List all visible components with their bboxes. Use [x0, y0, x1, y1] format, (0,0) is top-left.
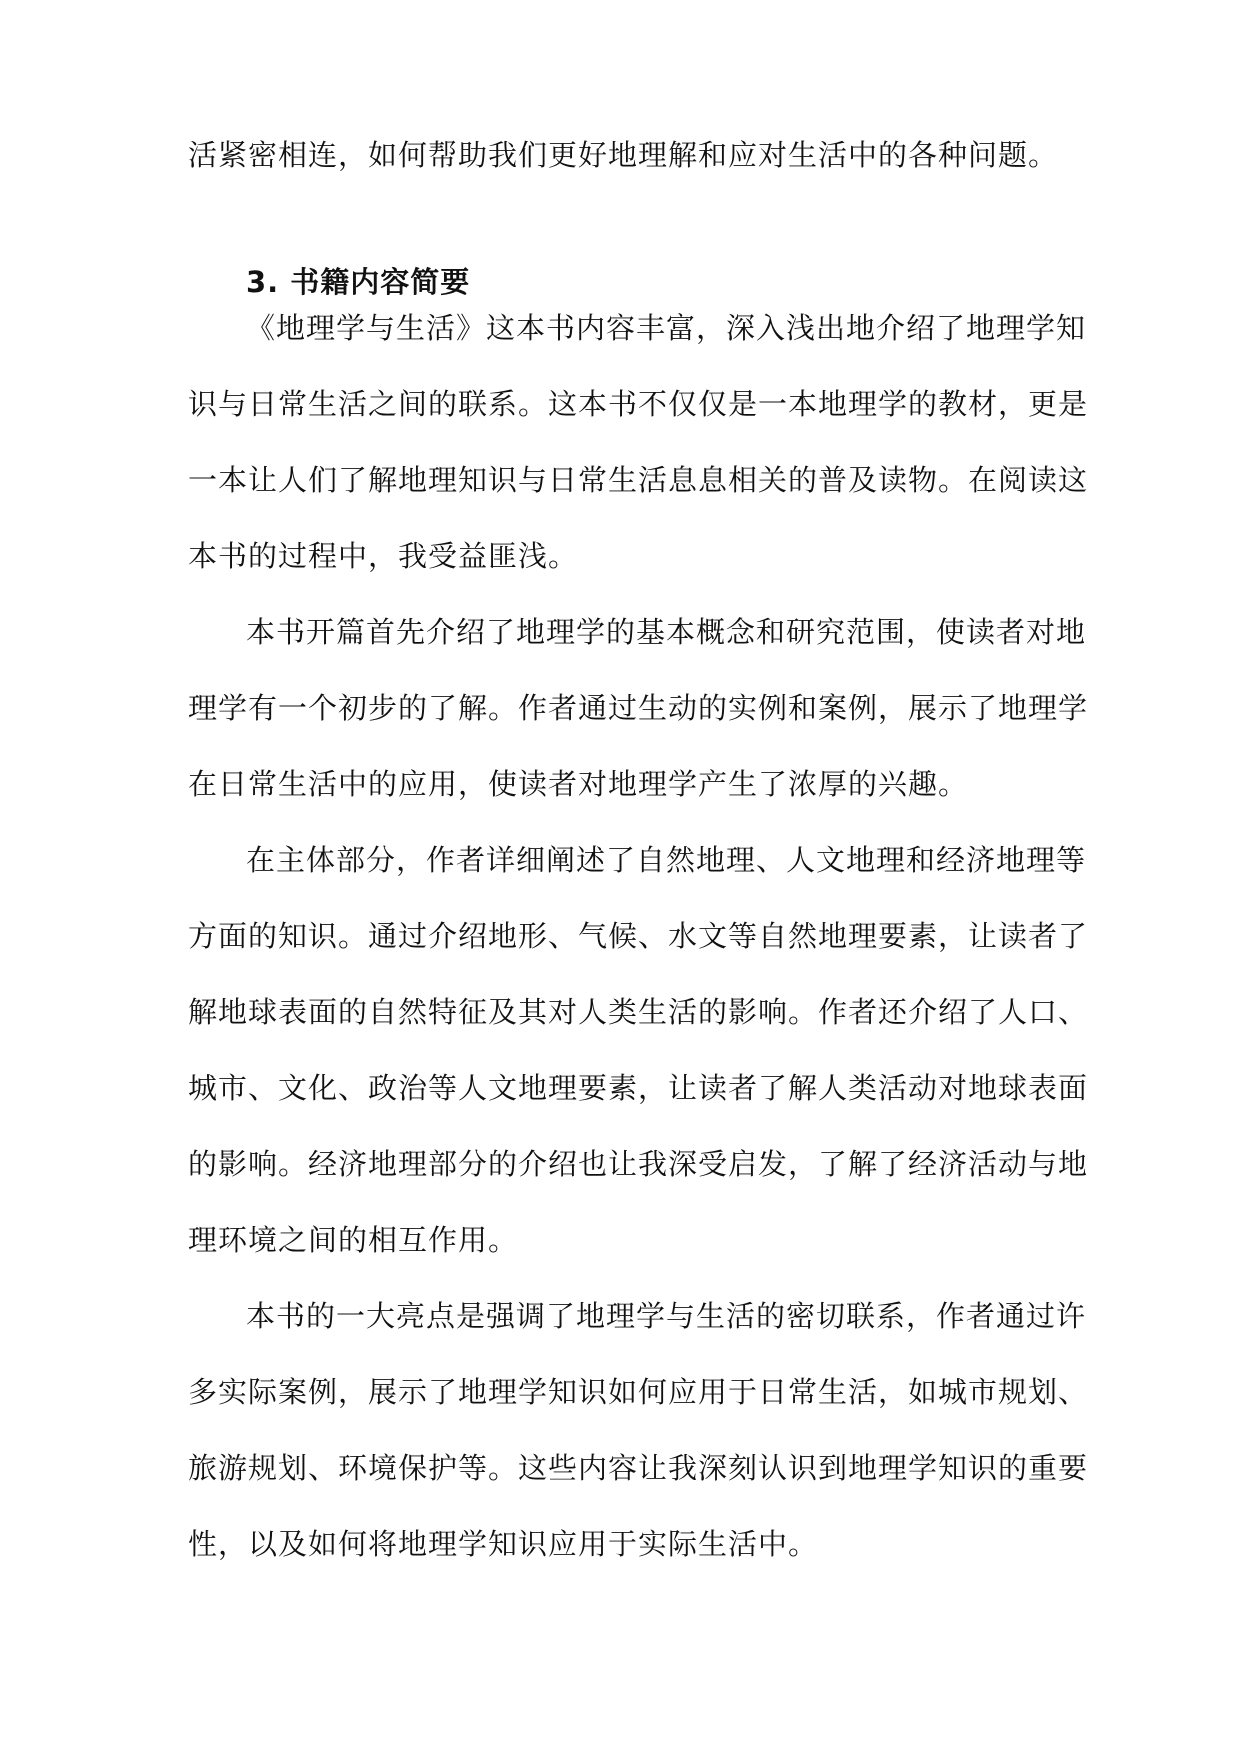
paragraph-line: 理学有一个初步的了解。作者通过生动的实例和案例，展示了地理学 — [188, 691, 1089, 725]
paragraph-line: 《地理学与生活》这本书内容丰富，深入浅出地介绍了地理学知 — [246, 311, 1087, 345]
paragraph-line: 的影响。经济地理部分的介绍也让我深受启发，了解了经济活动与地 — [188, 1147, 1089, 1181]
paragraph-line: 城市、文化、政治等人文地理要素，让读者了解人类活动对地球表面 — [188, 1071, 1089, 1105]
paragraph-line: 多实际案例，展示了地理学知识如何应用于日常生活，如城市规划、 — [188, 1375, 1089, 1409]
section-heading: 3. 书籍内容简要 — [246, 265, 471, 299]
paragraph-main-body — [188, 822, 1089, 1278]
paragraph-opening — [188, 594, 1089, 822]
paragraph-line: 识与日常生活之间的联系。这本书不仅仅是一本地理学的教材，更是 — [188, 387, 1089, 421]
paragraph-line: 本书的过程中，我受益匪浅。 — [188, 539, 579, 573]
paragraph-line: 解地球表面的自然特征及其对人类生活的影响。作者还介绍了人口、 — [188, 995, 1089, 1029]
continuation-paragraph — [188, 117, 1058, 193]
paragraph-line: 理环境之间的相互作用。 — [188, 1223, 519, 1257]
paragraph-line: 本书的一大亮点是强调了地理学与生活的密切联系，作者通过许 — [246, 1299, 1087, 1333]
paragraph-line: 活紧密相连，如何帮助我们更好地理解和应对生活中的各种问题。 — [188, 138, 1059, 172]
paragraph-highlight — [188, 1278, 1089, 1582]
paragraph-line: 一本让人们了解地理知识与日常生活息息相关的普及读物。在阅读这 — [188, 463, 1089, 497]
paragraph-line: 在日常生活中的应用，使读者对地理学产生了浓厚的兴趣。 — [188, 767, 969, 801]
paragraph-line: 方面的知识。通过介绍地形、气候、水文等自然地理要素，让读者了 — [188, 919, 1089, 953]
paragraph-intro — [188, 290, 1089, 594]
paragraph-line: 本书开篇首先介绍了地理学的基本概念和研究范围，使读者对地 — [246, 615, 1087, 649]
paragraph-line: 性，以及如何将地理学知识应用于实际生活中。 — [188, 1527, 819, 1561]
paragraph-line: 在主体部分，作者详细阐述了自然地理、人文地理和经济地理等 — [246, 843, 1087, 877]
paragraph-line: 旅游规划、环境保护等。这些内容让我深刻认识到地理学知识的重要 — [188, 1451, 1089, 1485]
